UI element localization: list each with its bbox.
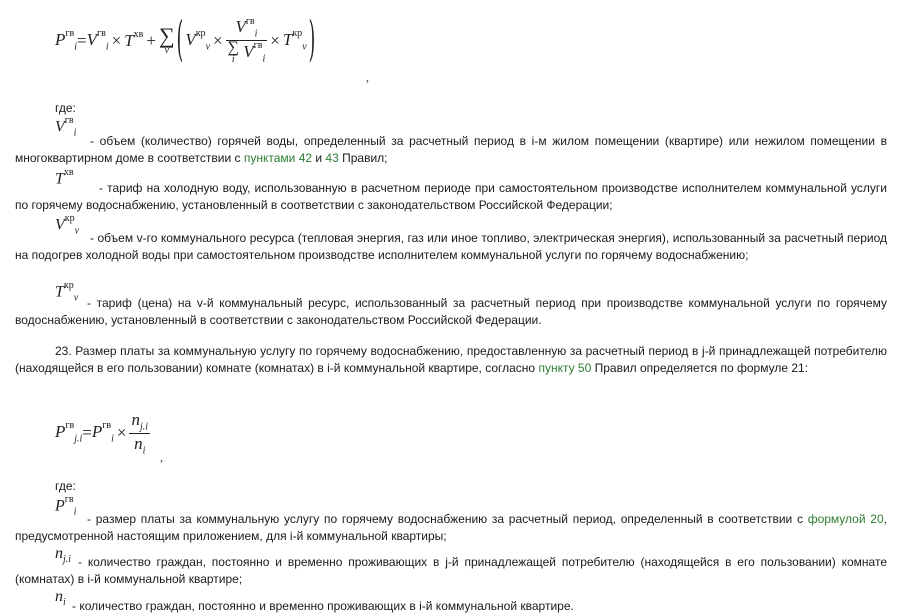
formula20-comma: , bbox=[366, 70, 369, 84]
formula21-fraction: $\frac{n_{j.i}}{n_i}$ bbox=[131, 410, 149, 456]
def4-text: - тариф (цена) на v-й коммунальный ресурс, использованный за расчетный период при производстве коммунальной услуги по горячему водоснабжению, установленный в соответствии с законодательством Российской Федерации. bbox=[15, 296, 887, 327]
formula20-v: $V^{гв}_i$ bbox=[86, 28, 109, 53]
formula21-equals: = bbox=[82, 423, 92, 442]
def2-text: - тариф на холодную воду, использованную в расчетном периоде при самостоятельном производстве исполнителем коммунальной услуги по горячему водоснабжению, установленный в соответствии с законодательством Российской Федерации; bbox=[15, 181, 887, 212]
def6-text: - количество граждан, постоянно и временно проживающих в j-й принадлежащей потребителю (находящейся в его пользовании) комнате (комнатах) в i-й коммунальной квартире; bbox=[15, 555, 887, 586]
formula20-times2: × bbox=[213, 31, 223, 50]
link-formula-20[interactable]: формулой 20 bbox=[807, 512, 884, 526]
def4-symbol: $T^{кр}_\nu$ bbox=[55, 280, 79, 304]
formula20-plus: + bbox=[146, 31, 156, 50]
def5-text: - размер платы за коммунальную услугу по горячему водоснабжению за расчетный период, определенный в соответствии с формулой 20, предусмотренной настоящим приложением, для i-й коммунальной квартиры; bbox=[15, 512, 887, 543]
def7-text: - количество граждан, постоянно и временно проживающих в i-й коммунальной квартире. bbox=[72, 599, 574, 613]
formula20-close-paren: ) bbox=[308, 13, 316, 69]
formula20-times3: × bbox=[270, 31, 280, 50]
formula20-tkr: $T^{кр}_\nu$ bbox=[282, 28, 307, 53]
formula20-vkr: $V^{кр}_\nu$ bbox=[185, 28, 211, 53]
link-punkt-43[interactable]: 43 bbox=[325, 151, 339, 165]
formula21-times: × bbox=[116, 423, 127, 442]
where-label-1: где: bbox=[55, 101, 76, 115]
formula20-equals: = bbox=[77, 31, 87, 50]
def1-symbol: $V^{гв}_i$ bbox=[55, 115, 77, 139]
formula20-t: $T^{хв}$ bbox=[124, 29, 144, 50]
formula20-open-paren: ( bbox=[176, 13, 184, 69]
formula21-p: $P^{гв}_i$ bbox=[91, 420, 114, 445]
formula21-lhs: $P^{гв}_{j.i}$ bbox=[55, 420, 83, 445]
def3-symbol: $V^{кр}_\nu$ bbox=[55, 213, 80, 237]
def3-text: - объем v-го коммунального ресурса (тепловая энергия, газ или иное топливо, электрическая энергия), использованный за расчетный период на подогрев холодной воды при самостоятельном производстве исполнителем коммунальной услуги по горячему водоснабжению; bbox=[15, 231, 887, 262]
formula21-comma: , bbox=[160, 450, 163, 464]
formula20-fraction: $V^{гв}_i$ ∑ i $V^{гв}_i$ bbox=[227, 15, 266, 65]
def1-text: - объем (количество) горячей воды, определенный за расчетный период в i-м жилом помещении (квартире) или нежилом помещении в многоквартирном доме в соответствии с пунктами 42 и 43 Правил; bbox=[15, 134, 887, 165]
formula-21 bbox=[55, 410, 150, 456]
link-punkt-42[interactable]: пунктами 42 bbox=[243, 151, 313, 165]
def7-symbol: $n_i$ bbox=[55, 588, 66, 609]
formula20-sum: ∑ ν bbox=[158, 23, 175, 56]
def6-symbol: $n_{j.i}$ bbox=[55, 545, 72, 566]
formula-20 bbox=[55, 6, 317, 76]
link-punkt-50[interactable]: пункту 50 bbox=[538, 361, 592, 375]
formula20-times: × bbox=[111, 31, 122, 50]
where-label-2: где: bbox=[55, 479, 76, 493]
formula20-lhs: $P^{гв}_i$ bbox=[55, 28, 77, 53]
def2-symbol: $T^{хв}$ bbox=[55, 167, 74, 188]
item-23-text: 23. Размер платы за коммунальную услугу по горячему водоснабжению, предоставленную за расчетный период в j-й принадлежащей потребителю (находящейся в его пользовании) комнате (комнатах) в i-й коммунальной квартире, согласно пункту 50 Правил определяется по формуле 21: bbox=[15, 344, 887, 375]
def5-symbol: $P^{гв}_i$ bbox=[55, 494, 77, 518]
